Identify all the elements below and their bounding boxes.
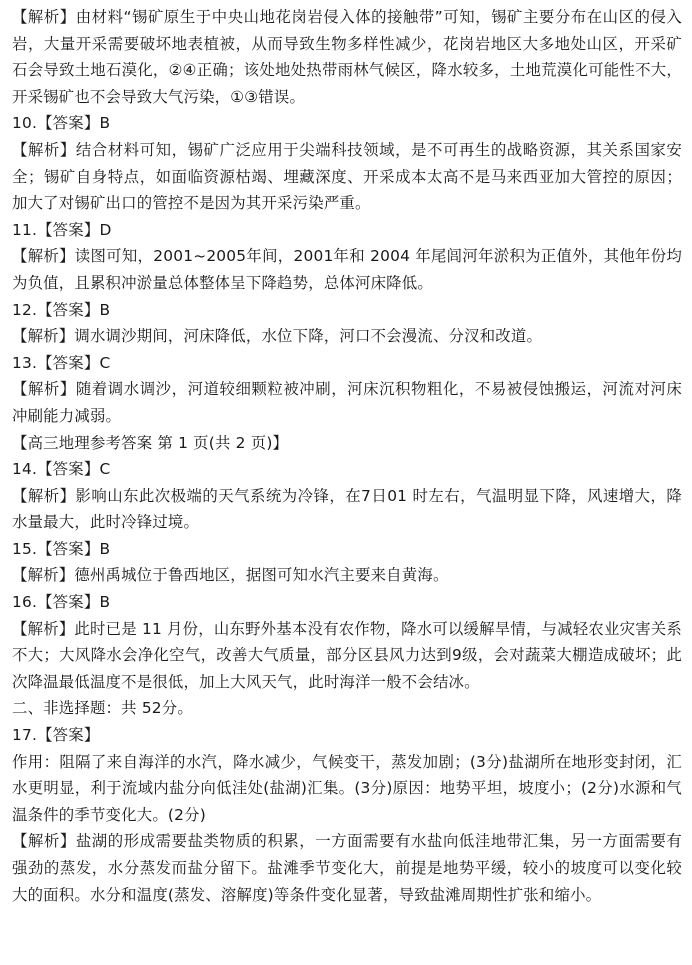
page-footer: 【高三地理参考答案 第 1 页(共 2 页)】 — [12, 433, 289, 452]
answer-document — [12, 4, 682, 908]
answer-q12: 12.【答案】B — [12, 300, 111, 319]
answer-q13: 13.【答案】C — [12, 353, 111, 372]
explanation-q10: 【解析】结合材料可知，锡矿广泛应用于尖端科技领域，是不可再生的战略资源，其关系国家安全；锡矿自身特点，如面临资源枯竭、埋藏深度、开采成本太高不是马来西亚加大管控的原因；加大了对锡矿出口的管控不是因为其开采污染严重。 — [12, 140, 682, 213]
answer-q11: 11.【答案】D — [12, 220, 112, 239]
answer-q15: 15.【答案】B — [12, 539, 111, 558]
explanation-q15: 【解析】德州禹城位于鲁西地区，据图可知水汽主要来自黄海。 — [12, 566, 449, 585]
answer-q10: 10.【答案】B — [12, 114, 111, 133]
answer-q16: 16.【答案】B — [12, 593, 111, 612]
explanation-q9: 【解析】由材料“锡矿原生于中央山地花岗岩侵入体的接触带”可知，锡矿主要分布在山区的侵入岩，大量开采需要破坏地表植被，从而导致生物多样性减少，花岗岩地区大多地处山区，开采矿石会导致土地石漠化，②④正确；该处地处热带雨林气候区，降水较多，土地荒漠化可能性不大，开采锡矿也不会导致大气污染，①③错误。 — [12, 8, 682, 106]
explanation-q13: 【解析】随着调水调沙，河道较细颗粒被冲刷，河床沉积物粗化，不易被侵蚀搬运，河流对河床冲刷能力减弱。 — [12, 380, 682, 425]
explanation-q16: 【解析】此时已是 11 月份，山东野外基本没有农作物，降水可以缓解旱情，与减轻农业灾害关系不大；大风降水会净化空气，改善大气质量，部分区县风力达到9级，会对蔬菜大棚造成破坏；此次降温最低温度不是很低，加上大风天气，此时海洋一般不会结冰。 — [12, 619, 682, 691]
answer-q17-body: 作用：阻隔了来自海洋的水汽，降水减少，气候变干，蒸发加剧；(3分)盐湖所在地形变封闭，汇水更明显，利于流域内盐分向低洼处(盐湖)汇集。(3分)原因：地势平坦，坡度小；(2分)水源和气温条件的季节变化大。(2分) — [12, 752, 682, 824]
explanation-q14: 【解析】影响山东此次极端的天气系统为冷锋，在7日01 时左右，气温明显下降，风速增大，降水量最大，此时冷锋过境。 — [12, 486, 682, 532]
answer-q17: 17.【答案】 — [12, 726, 100, 745]
explanation-q11: 【解析】读图可知，2001~2005年间，2001年和 2004 年尾闾河年淤积为正值外，其他年份均为负值，且累积冲淤量总体整体呈下降趋势，总体河床降低。 — [12, 247, 682, 292]
explanation-q12: 【解析】调水调沙期间，河床降低，水位下降，河口不会漫流、分汊和改道。 — [12, 327, 543, 346]
answer-q14: 14.【答案】C — [12, 460, 111, 479]
section-heading: 二、非选择题：共 52分。 — [12, 699, 193, 718]
explanation-q17: 【解析】盐湖的形成需要盐类物质的积累，一方面需要有水盐向低洼地带汇集，另一方面需要有强劲的蒸发，水分蒸发而盐分留下。盐滩季节变化大，前提是地势平缓，较小的坡度可以变化较大的面积。水分和温度(蒸发、溶解度)等条件变化显著，导致盐滩周期性扩张和缩小。 — [12, 832, 682, 904]
